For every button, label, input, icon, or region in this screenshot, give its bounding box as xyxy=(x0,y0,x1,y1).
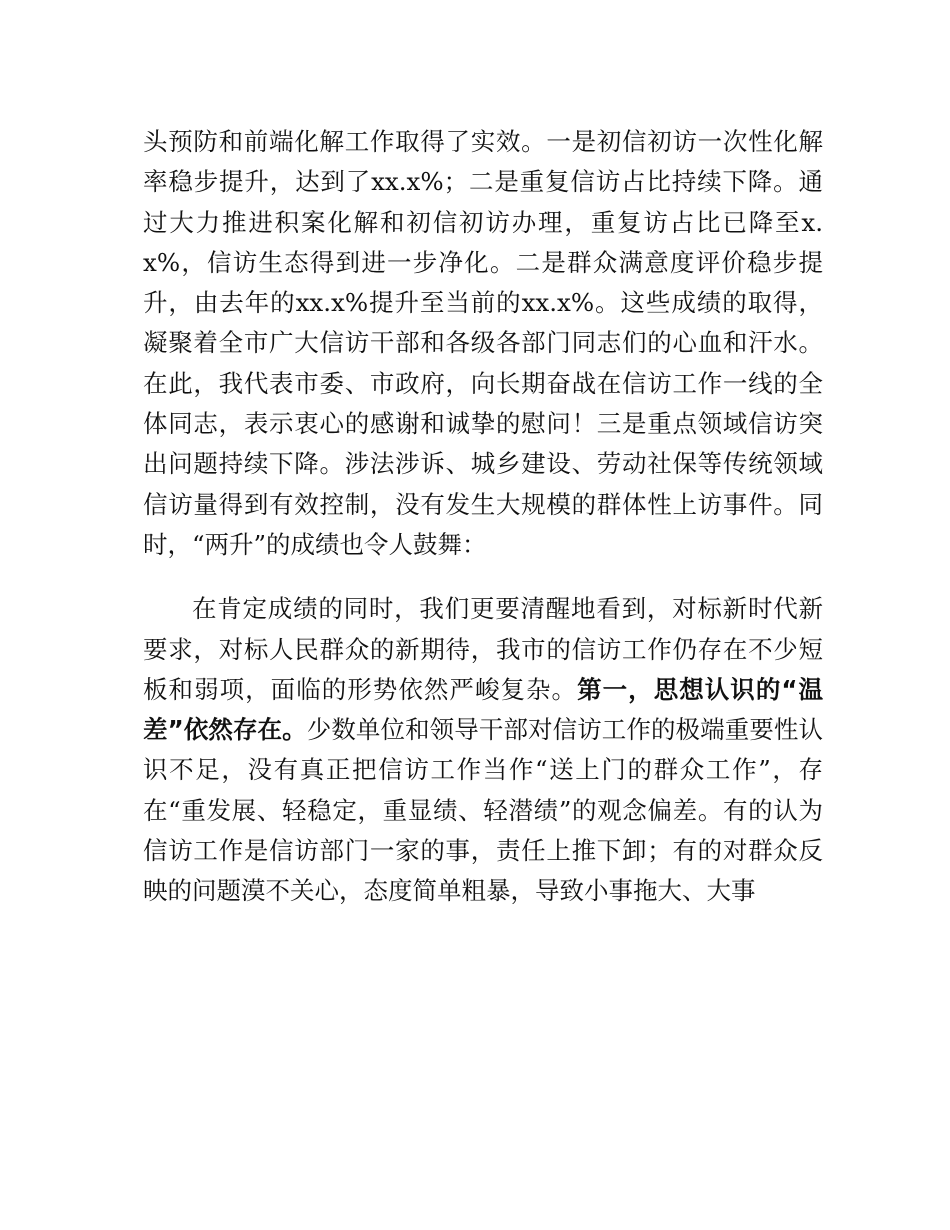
document-body xyxy=(143,122,823,912)
paragraph-2-bold-heading: 第一，思想认识的“温差”依然存在。 xyxy=(143,674,824,745)
paragraph-2-lead: 在肯定成绩的同时，我们更要清醒地看到，对标新时代新要求，对标人民群众的新期待，我市的信访工作仍存在不少短板和弱项，面临的形势依然严峻复杂。 xyxy=(143,594,823,704)
paragraph-2 xyxy=(143,589,823,911)
paragraph-1: 头预防和前端化解工作取得了实效。一是初信初访一次性化解率稳步提升，达到了xx.x%；二是重复信访占比持续下降。通过大力推进积案化解和初信初访办理，重复访占比已降至x.x%，信访生态得到进一步净化。二是群众满意度评价稳步提升，由去年的xx.x%提升至当前的xx.x%。这些成绩的取得，凝聚着全市广大信访干部和各级各部门同志们的心血和汗水。在此，我代表市委、市政府，向长期奋战在信访工作一线的全体同志，表示衷心的感谢和诚挚的慰问！三是重点领域信访突出问题持续下降。涉法涉诉、城乡建设、劳动社保等传统领域信访量得到有效控制，没有发生大规模的群体性上访事件。同时，“两升”的成绩也令人鼓舞： xyxy=(143,127,823,559)
paragraph-2-rest: 少数单位和领导干部对信访工作的极端重要性认识不足，没有真正把信访工作当作“送上门的群众工作”，存在“重发展、轻稳定，重显绩、轻潜绩”的观念偏差。有的认为信访工作是信访部门一家的事，责任上推下卸；有的对群众反映的问题漠不关心，态度简单粗暴，导致小事拖大、大事 xyxy=(143,715,824,906)
